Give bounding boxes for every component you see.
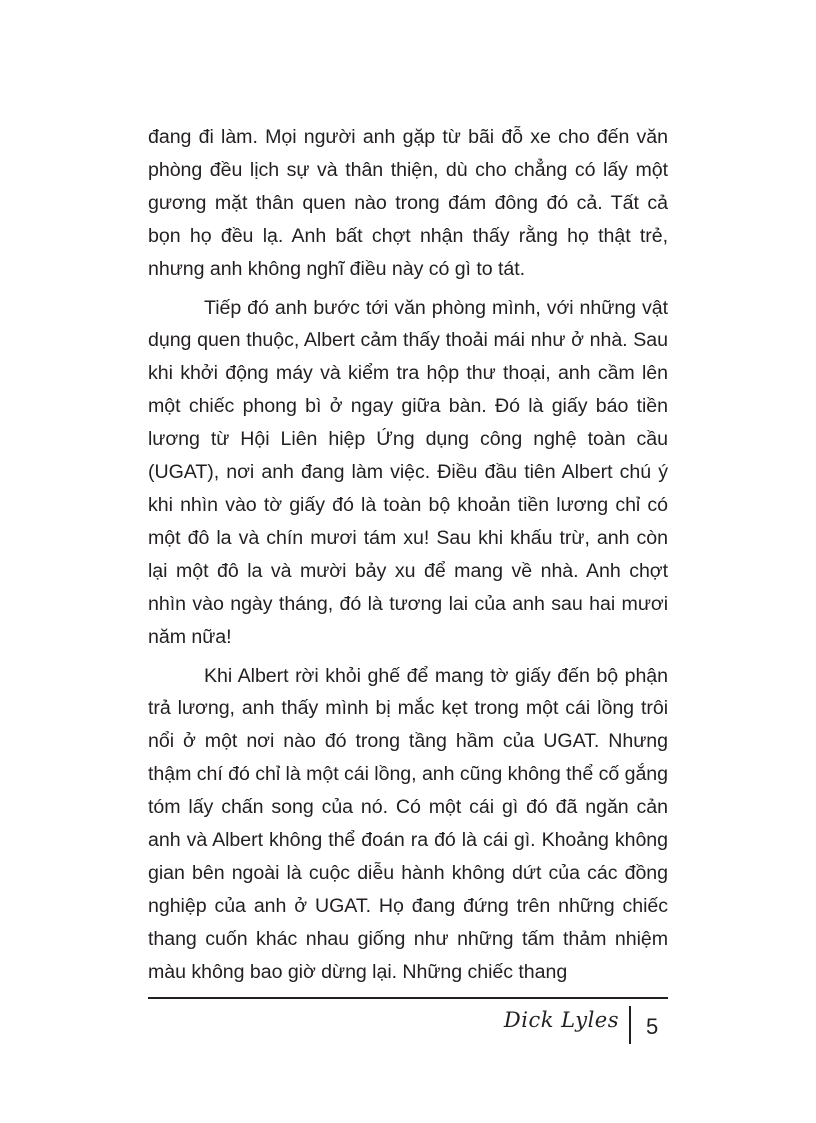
page-number: 5 [646,1014,659,1039]
running-footer-author: Dick Lyles [503,1008,619,1032]
paragraph-2: Tiếp đó anh bước tới văn phòng mình, với những vật dụng quen thuộc, Albert cảm thấy thoải mái như ở nhà. Sau khi khởi động máy và kiểm tra hộp thư thoại, anh cầm lên một chiếc phong bì ở ngay giữa bàn. Đó là giấy báo tiền lương từ Hội Liên hiệp Ứng dụng công nghệ toàn cầu (UGAT), nơi anh đang làm việc. Điều đầu tiên Albert chú ý khi nhìn vào tờ giấy đó là toàn bộ khoản tiền lương chỉ có một đô la và chín mươi tám xu! Sau khi khấu trừ, anh còn lại một đô la và mười bảy xu để mang về nhà. Anh chợt nhìn vào ngày tháng, đó là tương lai của anh sau hai mươi năm nữa! [148,296,668,648]
page-body [148,121,668,989]
footer-divider [629,1006,631,1044]
footer-rule [148,997,668,999]
paragraph-1: đang đi làm. Mọi người anh gặp từ bãi đỗ xe cho đến văn phòng đều lịch sự và thân thiện, dù cho chẳng có lấy một gương mặt thân quen nào trong đám đông đó cả. Tất cả bọn họ đều lạ. Anh bất chợt nhận thấy rằng họ thật trẻ, nhưng anh không nghĩ điều này có gì to tát. [148,126,668,280]
paragraph-3: Khi Albert rời khỏi ghế để mang tờ giấy đến bộ phận trả lương, anh thấy mình bị mắc kẹt trong một cái lồng trôi nổi ở một nơi nào đó trong tầng hầm của UGAT. Nhưng thậm chí đó chỉ là một cái lồng, anh cũng không thể cố gắng tóm lấy chấn song của nó. Có một cái gì đó đã ngăn cản anh và Albert không thể đoán ra đó là cái gì. Khoảng không gian bên ngoài là cuộc diễu hành không dứt của các đồng nghiệp của anh ở UGAT. Họ đang đứng trên những chiếc thang cuốn khác nhau giống như những tấm thảm nhiệm màu không bao giờ dừng lại. Những chiếc thang [148,664,668,983]
